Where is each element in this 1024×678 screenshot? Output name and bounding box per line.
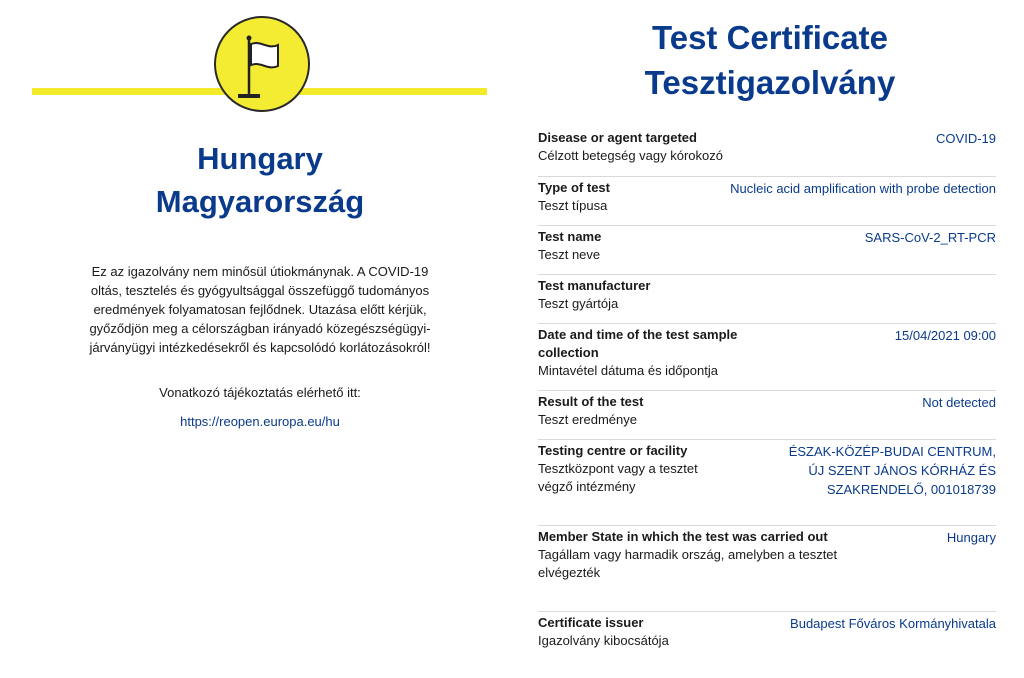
field-label-hu: Tagállam vagy harmadik ország, amelyben a tesztet elvégezték <box>538 547 838 580</box>
country-name-en: Hungary <box>197 141 323 176</box>
field-testing-centre <box>538 439 996 525</box>
field-test-type <box>538 176 996 225</box>
field-value: Budapest Főváros Kormányhivatala <box>790 616 996 631</box>
field-value: Not detected <box>922 395 996 410</box>
field-test-name <box>538 225 996 274</box>
field-value: ÉSZAK-KÖZÉP-BUDAI CENTRUM, ÚJ SZENT JÁNOS KÓRHÁZ ÉS SZAKRENDELŐ, 001018739 <box>788 444 996 497</box>
field-label-hu: Teszt gyártója <box>538 296 619 311</box>
field-label-hu: Teszt eredménye <box>538 412 637 427</box>
field-disease <box>538 127 996 176</box>
field-value: Nucleic acid amplification with probe detection <box>730 181 996 196</box>
field-certificate-issuer <box>538 611 996 660</box>
info-label: Vonatkozó tájékoztatás elérhető itt: <box>159 385 361 400</box>
field-label-en: Test manufacturer <box>538 278 651 293</box>
field-label-en: Testing centre or facility <box>538 443 688 458</box>
field-label-hu: Teszt típusa <box>538 198 608 213</box>
field-value: Hungary <box>946 530 996 545</box>
field-label-en: Disease or agent targeted <box>538 130 697 145</box>
notice-line: Ez az igazolvány nem minősül útiokmánynak. A COVID-19 <box>91 264 429 279</box>
field-label-hu: Célzott betegség vagy kórokozó <box>538 148 723 163</box>
flag-icon-graphic <box>216 18 308 110</box>
certificate-fields <box>538 127 996 660</box>
field-label-en: Member State in which the test was carried out <box>538 529 828 544</box>
certificate-title-en: Test Certificate <box>652 19 888 56</box>
notice-line: oltás, tesztelés és gyógyultsággal összefüggő tudományos <box>90 283 430 298</box>
field-value: 15/04/2021 09:00 <box>894 328 996 343</box>
field-member-state <box>538 525 996 611</box>
field-value: COVID-19 <box>936 131 996 146</box>
flag-icon <box>214 16 310 112</box>
notice-line: győződjön meg a célországban irányadó közegészségügyi- <box>89 321 431 336</box>
field-value: SARS-CoV-2_RT-PCR <box>864 230 996 245</box>
field-label-en: Test name <box>538 229 602 244</box>
field-test-result <box>538 390 996 439</box>
field-sample-datetime <box>538 323 996 390</box>
field-label-hu: Mintavétel dátuma és időpontja <box>538 363 718 378</box>
field-label-en: Type of test <box>538 180 610 195</box>
reopen-europa-link[interactable]: https://reopen.europa.eu/hu <box>180 414 340 429</box>
notice-line: járványügyi intézkedésekről és kapcsolódó korlátozásokról! <box>89 340 431 355</box>
field-label-hu: Tesztközpont vagy a tesztet végző intézmény <box>538 461 698 494</box>
field-test-manufacturer <box>538 274 996 323</box>
travel-notice <box>40 262 480 357</box>
field-label-hu: Teszt neve <box>538 247 601 262</box>
country-name-hu: Magyarország <box>155 184 365 219</box>
field-label-en: Result of the test <box>538 394 644 409</box>
certificate-title-hu: Tesztigazolvány <box>644 64 896 101</box>
field-label-en: Certificate issuer <box>538 615 644 630</box>
field-label-hu: Igazolvány kibocsátója <box>538 633 669 648</box>
notice-line: eredmények folyamatosan fejlődnek. Utazása előtt kérjük, <box>93 302 427 317</box>
field-label-en: Date and time of the test sample collection <box>538 327 738 360</box>
